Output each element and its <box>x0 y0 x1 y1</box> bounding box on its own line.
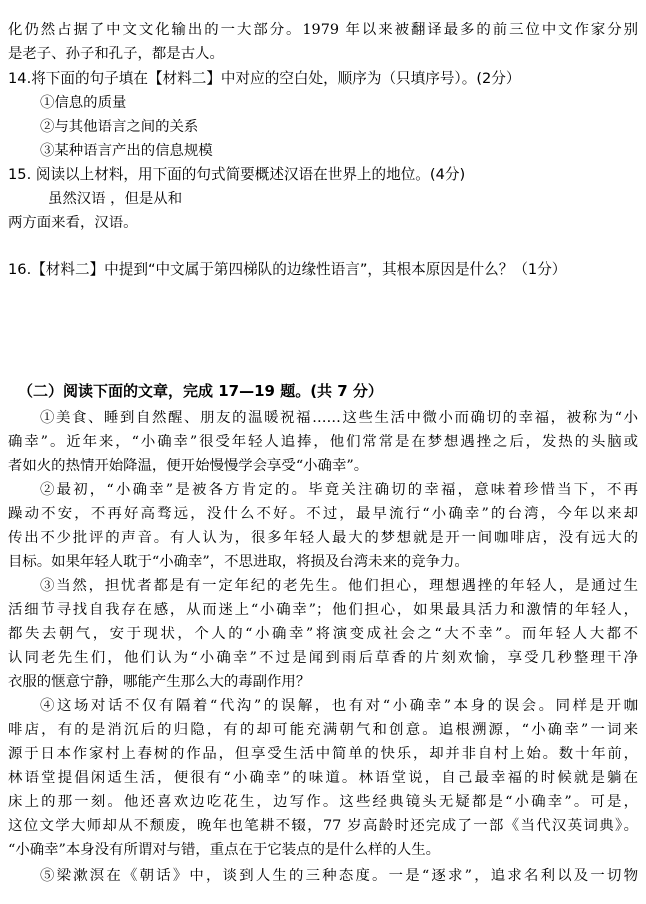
sentence-pattern-line2: 两方面来看，汉语。 <box>8 215 138 231</box>
paragraph-line: 源于日本作家村上春树的作品，但享受生活中简单的快乐，却并非自村上始。数十年前， <box>8 746 638 762</box>
paragraph-line: ②最初，“小确幸”是被各方肯定的。毕竟关注确切的幸福，意味着珍惜当下，不再 <box>40 482 638 498</box>
paragraph-line: 衣服的惬意宁静，哪能产生那么大的毒副作用？ <box>8 674 311 690</box>
paragraph-line: 目标。如果年轻人耽于“小确幸”，不思进取，将损及台湾未来的竞争力。 <box>8 554 469 570</box>
text-line: 是老子、孙子和孔子，都是古人。 <box>8 46 224 62</box>
paragraph-line: 啡店，有的是消沉后的归隐，有的却可能充满朝气和创意。追根溯源，“小确幸”一词来 <box>8 722 638 738</box>
paragraph-line: ⑤梁漱溟在《朝话》中，谈到人生的三种态度。一是“逐求”，追求名利以及一切物 <box>40 868 638 884</box>
paragraph-line: 传出不少批评的声音。有人认为，很多年轻人最大的梦想就是开一间咖啡店，没有远大的 <box>8 530 638 546</box>
paragraph-line: “小确幸”本身没有所谓对与错，重点在于它装点的是什么样的人生。 <box>8 842 441 858</box>
question-14: 14.将下面的句子填在【材料二】中对应的空白处，顺序为（只填序号）。(2分） <box>8 70 521 87</box>
paragraph-line: 活细节寻找自我存在感，从而迷上“小确幸”；他们担心，如果最具活力和激情的年轻人， <box>8 602 638 618</box>
text-line: 化仍然占据了中文文化输出的一大部分。1979 年以来被翻译最多的前三位中文作家分别 <box>8 22 638 38</box>
paragraph-line: 躁动不安，不再好高骛远，没什么不好。不过，最早流行“小确幸”的台湾，今年以来却 <box>8 506 638 522</box>
option-1: ①信息的质量 <box>40 95 127 111</box>
paragraph-line: ①美食、睡到自然醒、朋友的温暖祝福……这些生活中微小而确切的幸福，被称为“小 <box>40 410 638 426</box>
sentence-pattern-line1: 虽然汉语 ，但是从和 <box>48 191 183 207</box>
paragraph-line: 认同老先生们，他们认为“小确幸”不过是闻到雨后草香的片刻欢愉，享受几秒整理干净 <box>8 650 638 666</box>
question-15: 15. 阅读以上材料，用下面的句式简要概述汉语在世界上的地位。(4分) <box>8 166 466 183</box>
paragraph-line: 都失去朝气，安于现状，个人的“小确幸”将演变成社会之“大不幸”。而年轻人大都不 <box>8 626 638 642</box>
option-2: ②与其他语言之间的关系 <box>40 119 199 135</box>
paragraph-line: 确幸”。近年来，“小确幸”很受年轻人追捧，他们常常是在梦想遇挫之后，发热的头脑或 <box>8 434 638 450</box>
paragraph-line: 床上的那一刻。他还喜欢边吃花生，边写作。这些经典镜头无疑都是“小确幸”。可是， <box>8 794 638 810</box>
paragraph-line: ④这场对话不仅有隔着“代沟”的误解，也有对“小确幸”本身的误会。同样是开咖 <box>40 698 638 714</box>
paragraph-line: 这位文学大师却从不颓废，晚年也笔耕不辍，77 岁高龄时还完成了一部《当代汉英词典》。 <box>8 818 638 834</box>
paragraph-line: 林语堂提倡闲适生活，便很有“小确幸”的味道。林语堂说，自己最幸福的时候就是躺在 <box>8 770 638 786</box>
option-3: ③某种语言产出的信息规模 <box>40 143 213 159</box>
section-heading: （二）阅读下面的文章，完成 17—19 题。(共 7 分） <box>18 382 383 400</box>
question-16: 16.【材料二】中提到“中文属于第四梯队的边缘性语言”，其根本原因是什么？（1分） <box>8 261 567 278</box>
paragraph-line: 者如火的热情开始降温，便开始慢慢学会享受“小确幸”。 <box>8 458 369 474</box>
paragraph-line: ③当然，担忧者都是有一定年纪的老先生。他们担心，理想遇挫的年轻人，是通过生 <box>40 578 638 594</box>
